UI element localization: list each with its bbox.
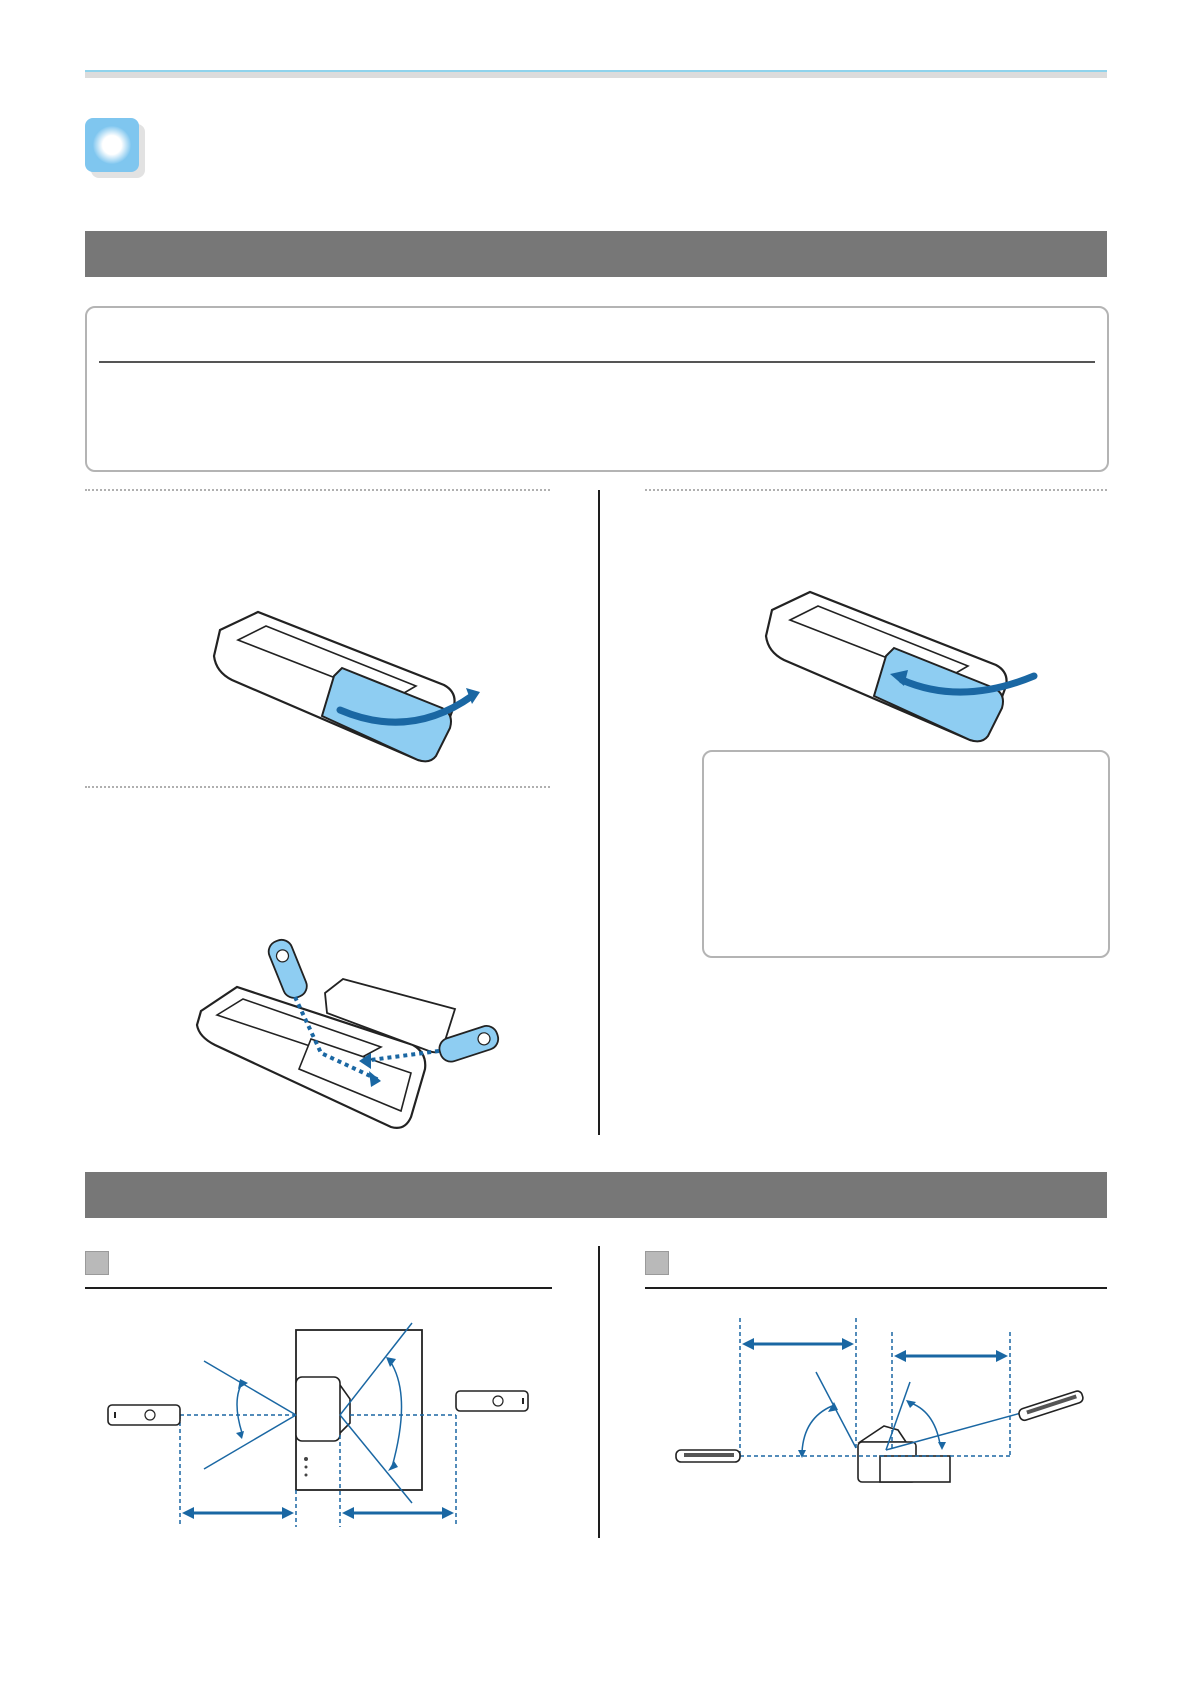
note-box (702, 750, 1110, 958)
subheading-rule (645, 1287, 1107, 1289)
step-divider (85, 489, 550, 491)
warning-box (85, 306, 1109, 472)
subheading-rule (85, 1287, 552, 1289)
remote-close-cover-figure (762, 580, 1062, 750)
operating-range-side-view (670, 1310, 1090, 1510)
warning-divider (99, 361, 1095, 363)
column-divider (598, 1246, 600, 1538)
step-divider (85, 786, 550, 788)
step-divider (645, 489, 1107, 491)
subheading-marker (645, 1251, 669, 1275)
section-bar-installing-batteries (85, 231, 1107, 277)
chapter-icon (85, 118, 139, 172)
section-bar-operating-range (85, 1172, 1107, 1218)
remote-open-cover-figure (210, 600, 510, 770)
remote-insert-batteries-figure (195, 935, 515, 1135)
subheading-marker (85, 1251, 109, 1275)
header-rule (85, 70, 1107, 78)
column-divider (598, 490, 600, 1135)
operating-range-top-view (100, 1315, 540, 1530)
